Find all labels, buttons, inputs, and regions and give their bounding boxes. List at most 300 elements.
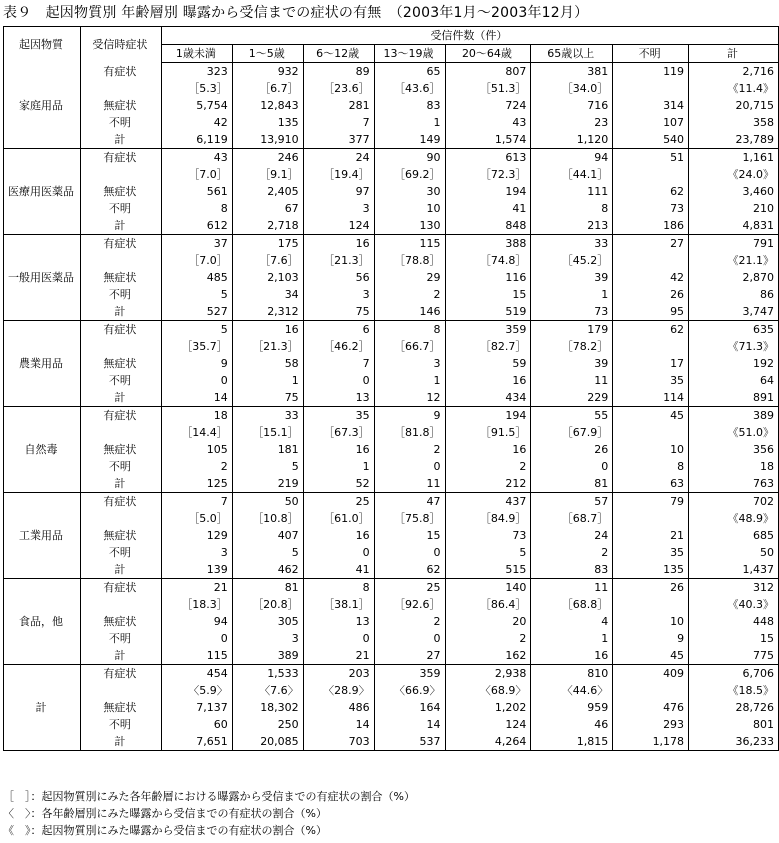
footnote: ［ ］：起因物質別にみた各年齢層における曝露から受信までの有症状の割合（%）	[3, 790, 415, 803]
value-cell: 129	[161, 527, 232, 544]
value-cell: 212	[445, 475, 531, 493]
value-cell: 932	[232, 63, 303, 81]
cause-category: 一般用医薬品	[4, 235, 81, 321]
value-cell	[613, 252, 689, 269]
value-cell: 9	[374, 407, 445, 425]
value-cell: 43	[161, 149, 232, 167]
value-cell: 7	[303, 355, 374, 372]
value-cell: 《11.4》	[689, 80, 779, 97]
value-cell: 5,754	[161, 97, 232, 114]
value-cell: 20,085	[232, 733, 303, 751]
value-cell: ［9.1］	[232, 166, 303, 183]
value-cell: 4,831	[689, 217, 779, 235]
table-row	[4, 269, 779, 286]
value-cell: 130	[374, 217, 445, 235]
value-cell: ［21.3］	[303, 252, 374, 269]
value-cell: 164	[374, 699, 445, 716]
value-cell: 11	[374, 475, 445, 493]
symptom-label: 不明	[80, 630, 161, 647]
value-cell: 0	[161, 372, 232, 389]
value-cell: 537	[374, 733, 445, 751]
value-cell: 26	[613, 286, 689, 303]
value-cell	[613, 80, 689, 97]
value-cell: 55	[531, 407, 613, 425]
symptom-label	[80, 596, 161, 613]
value-cell: 13	[303, 613, 374, 630]
value-cell: 45	[613, 647, 689, 665]
value-cell	[613, 424, 689, 441]
value-cell: ［46.2］	[303, 338, 374, 355]
value-cell: 409	[613, 665, 689, 683]
value-cell: ［5.3］	[161, 80, 232, 97]
value-cell: 462	[232, 561, 303, 579]
value-cell: 37	[161, 235, 232, 253]
value-cell: 62	[374, 561, 445, 579]
table-row	[4, 699, 779, 716]
value-cell: 63	[613, 475, 689, 493]
value-cell: 194	[445, 183, 531, 200]
value-cell: 81	[531, 475, 613, 493]
value-cell: ［78.2］	[531, 338, 613, 355]
value-cell: 105	[161, 441, 232, 458]
value-cell: 50	[689, 544, 779, 561]
value-cell: 89	[303, 63, 374, 81]
value-cell: 1	[303, 458, 374, 475]
value-cell: ［45.2］	[531, 252, 613, 269]
value-cell: 434	[445, 389, 531, 407]
value-cell: 30	[374, 183, 445, 200]
symptom-label: 有症状	[80, 149, 161, 167]
table-row	[4, 493, 779, 511]
value-cell: 801	[689, 716, 779, 733]
value-cell: 16	[531, 647, 613, 665]
symptom-label: 無症状	[80, 183, 161, 200]
value-cell: 9	[161, 355, 232, 372]
table-row	[4, 149, 779, 167]
value-cell: ［6.7］	[232, 80, 303, 97]
value-cell: 7	[161, 493, 232, 511]
value-cell: 213	[531, 217, 613, 235]
symptom-label: 計	[80, 561, 161, 579]
value-cell: 23	[531, 114, 613, 131]
value-cell: 146	[374, 303, 445, 321]
value-cell: 15	[445, 286, 531, 303]
value-cell: 59	[445, 355, 531, 372]
value-cell: 763	[689, 475, 779, 493]
symptom-label	[80, 338, 161, 355]
value-cell: 79	[613, 493, 689, 511]
value-cell: ［61.0］	[303, 510, 374, 527]
table-row	[4, 630, 779, 647]
value-cell: 75	[303, 303, 374, 321]
value-cell: 〈44.6〉	[531, 682, 613, 699]
value-cell: 57	[531, 493, 613, 511]
header-age: 不明	[613, 45, 689, 63]
value-cell: 448	[689, 613, 779, 630]
value-cell: ［81.8］	[374, 424, 445, 441]
value-cell: 27	[613, 235, 689, 253]
symptom-label: 有症状	[80, 407, 161, 425]
table-row	[4, 613, 779, 630]
value-cell: 23,789	[689, 131, 779, 149]
value-cell: 20	[445, 613, 531, 630]
value-cell: 613	[445, 149, 531, 167]
value-cell: 6	[303, 321, 374, 339]
value-cell: ［68.7］	[531, 510, 613, 527]
value-cell: 1	[374, 114, 445, 131]
value-cell: 111	[531, 183, 613, 200]
value-cell: 21	[303, 647, 374, 665]
cause-category: 食品，他	[4, 579, 81, 665]
value-cell: 219	[232, 475, 303, 493]
value-cell: 2	[374, 613, 445, 630]
table-row	[4, 716, 779, 733]
table-row	[4, 407, 779, 425]
table-row	[4, 321, 779, 339]
value-cell: 685	[689, 527, 779, 544]
value-cell: 359	[445, 321, 531, 339]
value-cell: ［7.0］	[161, 166, 232, 183]
header-age: 1～5歳	[232, 45, 303, 63]
value-cell: 42	[613, 269, 689, 286]
value-cell: 135	[232, 114, 303, 131]
value-cell: 635	[689, 321, 779, 339]
value-cell: 35	[303, 407, 374, 425]
value-cell: 186	[613, 217, 689, 235]
cause-category: 工業用品	[4, 493, 81, 579]
value-cell: 3	[303, 200, 374, 217]
table-row	[4, 647, 779, 665]
value-cell: 12,843	[232, 97, 303, 114]
value-cell: ［34.0］	[531, 80, 613, 97]
value-cell: 64	[689, 372, 779, 389]
value-cell: 10	[613, 613, 689, 630]
value-cell: 6,706	[689, 665, 779, 683]
table-row	[4, 355, 779, 372]
value-cell: ［67.9］	[531, 424, 613, 441]
value-cell: 454	[161, 665, 232, 683]
table-title: 表９ 起因物質別 年齢層別 曝露から受信までの症状の有無 （2003年1月～2003年12月）	[3, 5, 589, 21]
value-cell: 181	[232, 441, 303, 458]
value-cell: 107	[613, 114, 689, 131]
symptom-label	[80, 682, 161, 699]
value-cell	[613, 166, 689, 183]
value-cell: 229	[531, 389, 613, 407]
value-cell: 16	[232, 321, 303, 339]
value-cell: 791	[689, 235, 779, 253]
symptom-label: 無症状	[80, 613, 161, 630]
value-cell: ［18.3］	[161, 596, 232, 613]
value-cell: ［14.4］	[161, 424, 232, 441]
value-cell	[613, 596, 689, 613]
value-cell: 8	[161, 200, 232, 217]
table-row	[4, 183, 779, 200]
value-cell	[613, 338, 689, 355]
footnotes	[3, 788, 415, 839]
value-cell: 4	[531, 613, 613, 630]
table-row	[4, 235, 779, 253]
value-cell: 73	[531, 303, 613, 321]
value-cell: ［7.0］	[161, 252, 232, 269]
cause-category: 家庭用品	[4, 63, 81, 149]
value-cell: 11	[531, 372, 613, 389]
value-cell: 62	[613, 321, 689, 339]
header-age: 計	[689, 45, 779, 63]
value-cell: ［35.7］	[161, 338, 232, 355]
value-cell: 《51.0》	[689, 424, 779, 441]
value-cell: 203	[303, 665, 374, 683]
cause-category: 計	[4, 665, 81, 751]
value-cell: 41	[445, 200, 531, 217]
symptom-label: 有症状	[80, 63, 161, 81]
header-symptom: 受信時症状	[80, 27, 161, 63]
value-cell: 359	[374, 665, 445, 683]
table-row	[4, 63, 779, 81]
value-cell: 15	[374, 527, 445, 544]
value-cell: 124	[445, 716, 531, 733]
value-cell: 323	[161, 63, 232, 81]
value-cell: 2,312	[232, 303, 303, 321]
value-cell: 〈7.6〉	[232, 682, 303, 699]
value-cell: 2	[161, 458, 232, 475]
value-cell: 891	[689, 389, 779, 407]
value-cell: 21	[161, 579, 232, 597]
value-cell: 75	[232, 389, 303, 407]
value-cell: 18,302	[232, 699, 303, 716]
symptom-label	[80, 424, 161, 441]
symptom-label: 不明	[80, 544, 161, 561]
value-cell: ［23.6］	[303, 80, 374, 97]
table-row	[4, 733, 779, 751]
value-cell: 515	[445, 561, 531, 579]
value-cell: 11	[531, 579, 613, 597]
value-cell: 0	[161, 630, 232, 647]
value-cell: 〈68.9〉	[445, 682, 531, 699]
value-cell: 810	[531, 665, 613, 683]
value-cell: 125	[161, 475, 232, 493]
value-cell: 115	[161, 647, 232, 665]
table-row	[4, 97, 779, 114]
value-cell: 65	[374, 63, 445, 81]
value-cell: 5	[161, 286, 232, 303]
table-row	[4, 286, 779, 303]
value-cell: 28,726	[689, 699, 779, 716]
value-cell: 2,938	[445, 665, 531, 683]
value-cell: 1,533	[232, 665, 303, 683]
value-cell: 527	[161, 303, 232, 321]
value-cell: 14	[303, 716, 374, 733]
symptom-label	[80, 166, 161, 183]
table-row	[4, 80, 779, 97]
value-cell: ［38.1］	[303, 596, 374, 613]
value-cell: 1,120	[531, 131, 613, 149]
value-cell: 5	[232, 458, 303, 475]
value-cell: 115	[374, 235, 445, 253]
value-cell: ［86.4］	[445, 596, 531, 613]
value-cell: 41	[303, 561, 374, 579]
value-cell: 《40.3》	[689, 596, 779, 613]
symptom-label: 不明	[80, 372, 161, 389]
value-cell: 0	[374, 544, 445, 561]
table-row	[4, 166, 779, 183]
value-cell: 43	[445, 114, 531, 131]
value-cell: 1	[374, 372, 445, 389]
value-cell: ［91.5］	[445, 424, 531, 441]
value-cell: ［44.1］	[531, 166, 613, 183]
symptom-label: 無症状	[80, 441, 161, 458]
value-cell: 1,815	[531, 733, 613, 751]
value-cell: 8	[531, 200, 613, 217]
value-cell: 18	[689, 458, 779, 475]
value-cell: 16	[303, 441, 374, 458]
table-row	[4, 114, 779, 131]
value-cell: 35	[613, 372, 689, 389]
value-cell: 246	[232, 149, 303, 167]
value-cell: 《24.0》	[689, 166, 779, 183]
value-cell: 485	[161, 269, 232, 286]
value-cell: 〈28.9〉	[303, 682, 374, 699]
value-cell: 358	[689, 114, 779, 131]
value-cell: 16	[303, 235, 374, 253]
value-cell: 〈5.9〉	[161, 682, 232, 699]
symptom-label: 不明	[80, 716, 161, 733]
value-cell: 33	[531, 235, 613, 253]
value-cell: 4,264	[445, 733, 531, 751]
value-cell: ［10.8］	[232, 510, 303, 527]
value-cell: 119	[613, 63, 689, 81]
value-cell: 83	[531, 561, 613, 579]
header-age: 13～19歳	[374, 45, 445, 63]
value-cell: 《71.3》	[689, 338, 779, 355]
value-cell: 3	[161, 544, 232, 561]
value-cell: 3,460	[689, 183, 779, 200]
value-cell: 8	[374, 321, 445, 339]
value-cell: 56	[303, 269, 374, 286]
value-cell: 3	[232, 630, 303, 647]
value-cell: 2,718	[232, 217, 303, 235]
value-cell: 1,202	[445, 699, 531, 716]
table-row	[4, 424, 779, 441]
value-cell: 12	[374, 389, 445, 407]
value-cell: 179	[531, 321, 613, 339]
value-cell: 140	[445, 579, 531, 597]
value-cell: 389	[232, 647, 303, 665]
footnote: 〈 〉：各年齢層別にみた曝露から受信までの有症状の割合（%）	[3, 807, 327, 820]
value-cell: 0	[531, 458, 613, 475]
value-cell: ［75.8］	[374, 510, 445, 527]
value-cell: 5	[161, 321, 232, 339]
value-cell: 17	[613, 355, 689, 372]
value-cell: 389	[689, 407, 779, 425]
table-row	[4, 527, 779, 544]
value-cell: 0	[303, 544, 374, 561]
value-cell: 67	[232, 200, 303, 217]
table-row	[4, 217, 779, 235]
table-row	[4, 131, 779, 149]
value-cell: 293	[613, 716, 689, 733]
value-cell: 2	[531, 544, 613, 561]
value-cell: 3,747	[689, 303, 779, 321]
value-cell: ［67.3］	[303, 424, 374, 441]
value-cell: 21	[613, 527, 689, 544]
table-row	[4, 579, 779, 597]
value-cell: 24	[531, 527, 613, 544]
value-cell: 194	[445, 407, 531, 425]
value-cell: 52	[303, 475, 374, 493]
value-cell: 47	[374, 493, 445, 511]
header-cause: 起因物質	[4, 27, 81, 63]
value-cell: 612	[161, 217, 232, 235]
value-cell: ［84.9］	[445, 510, 531, 527]
value-cell: 18	[161, 407, 232, 425]
value-cell: 16	[445, 441, 531, 458]
table-row	[4, 458, 779, 475]
value-cell: 2,405	[232, 183, 303, 200]
table-row	[4, 544, 779, 561]
symptom-label: 不明	[80, 114, 161, 131]
value-cell: ［68.8］	[531, 596, 613, 613]
value-cell: 5	[445, 544, 531, 561]
value-cell: ［72.3］	[445, 166, 531, 183]
value-cell: ［19.4］	[303, 166, 374, 183]
value-cell: 39	[531, 355, 613, 372]
value-cell: ［66.7］	[374, 338, 445, 355]
value-cell: 305	[232, 613, 303, 630]
value-cell: 807	[445, 63, 531, 81]
symptom-label: 無症状	[80, 355, 161, 372]
value-cell: 2,870	[689, 269, 779, 286]
value-cell: 34	[232, 286, 303, 303]
value-cell: 15	[689, 630, 779, 647]
symptom-label: 有症状	[80, 493, 161, 511]
value-cell: 94	[161, 613, 232, 630]
value-cell: ［5.0］	[161, 510, 232, 527]
value-cell: 42	[161, 114, 232, 131]
value-cell: 7,651	[161, 733, 232, 751]
value-cell: 35	[613, 544, 689, 561]
value-cell: 2	[445, 630, 531, 647]
value-cell: 702	[689, 493, 779, 511]
cause-category: 農業用品	[4, 321, 81, 407]
value-cell: 73	[445, 527, 531, 544]
cause-category: 医療用医薬品	[4, 149, 81, 235]
value-cell: 1,178	[613, 733, 689, 751]
value-cell: 124	[303, 217, 374, 235]
value-cell: 2	[445, 458, 531, 475]
value-cell: 210	[689, 200, 779, 217]
value-cell: 724	[445, 97, 531, 114]
value-cell: 20,715	[689, 97, 779, 114]
value-cell: 45	[613, 407, 689, 425]
value-cell: 33	[232, 407, 303, 425]
value-cell: 3	[303, 286, 374, 303]
symptom-label: 有症状	[80, 321, 161, 339]
symptom-label: 計	[80, 131, 161, 149]
value-cell: 13	[303, 389, 374, 407]
value-cell: 0	[303, 372, 374, 389]
value-cell: 135	[613, 561, 689, 579]
header-age: 1歳未満	[161, 45, 232, 63]
value-cell: 703	[303, 733, 374, 751]
value-cell: 1	[531, 630, 613, 647]
value-cell: 95	[613, 303, 689, 321]
value-cell: 149	[374, 131, 445, 149]
value-cell: 1,437	[689, 561, 779, 579]
value-cell: 《18.5》	[689, 682, 779, 699]
table-row	[4, 303, 779, 321]
value-cell: 561	[161, 183, 232, 200]
table-row	[4, 665, 779, 683]
